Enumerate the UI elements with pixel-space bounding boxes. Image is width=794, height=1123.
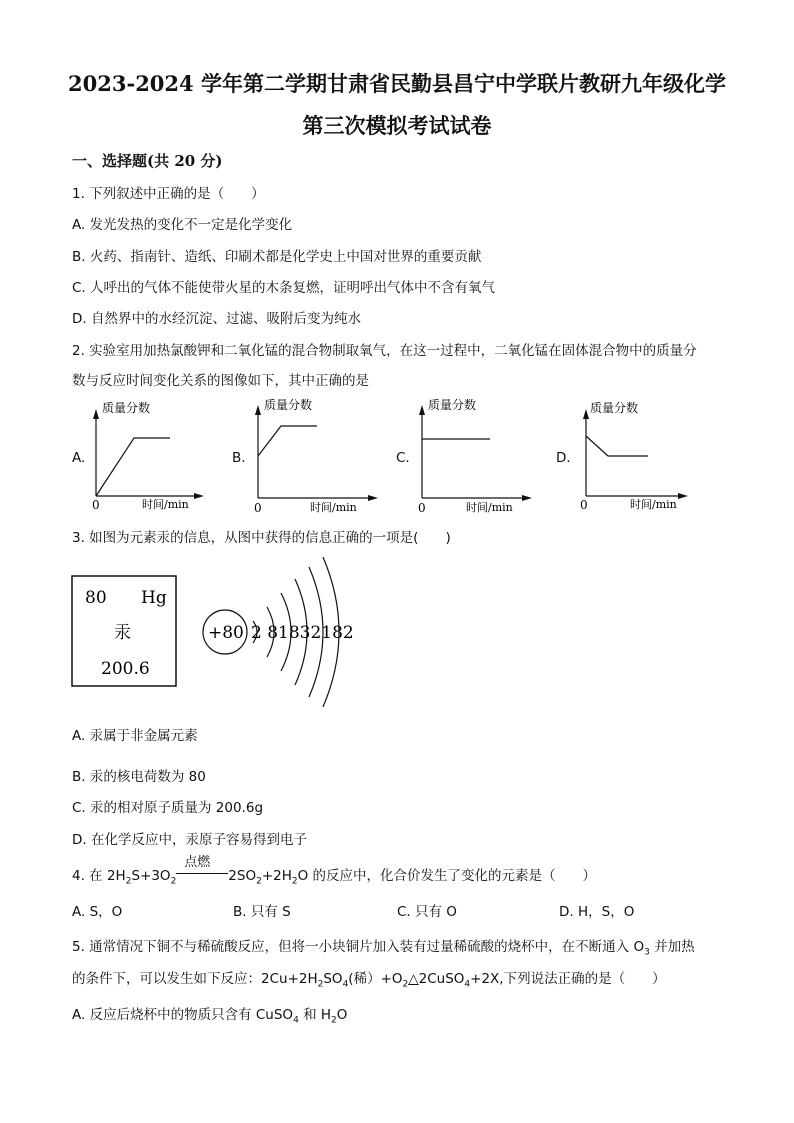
graph-b-label: B.: [232, 450, 246, 466]
q5-option-a-text: A. 反应后烧杯中的物质只含有 CuSO: [72, 1007, 294, 1023]
q4-part-5: O 的反应中，化合价发生了变化的元素是（ ）: [297, 868, 597, 884]
graph-b-x-arrow: [368, 495, 378, 501]
graph-c: [414, 395, 534, 519]
q2-stem-line2: 数与反应时间变化关系的图像如下，其中正确的是: [72, 373, 369, 389]
graph-c-xlabel: 时间/min: [466, 501, 513, 514]
q4-prefix: 4. 在 2H: [72, 868, 126, 884]
q3-option-b: B. 汞的核电荷数为 80: [72, 769, 206, 785]
graph-d-y-arrow: [583, 409, 589, 419]
q5-line2-sub-2: 4: [342, 979, 349, 990]
q1-option-c: C. 人呼出的气体不能使带火星的木条复燃，证明呼出气体中不含有氧气: [72, 280, 496, 296]
q4-option-d: D. H，S，O: [559, 904, 635, 920]
graph-a-x-arrow: [194, 493, 204, 499]
q5-line2-sub-4: 4: [464, 979, 471, 990]
atom-nucleus-charge: +80: [208, 623, 244, 643]
graph-b-origin: 0: [254, 501, 262, 515]
q4-part-2: S+3O: [131, 868, 171, 884]
graph-a-ylabel: 质量分数: [102, 401, 151, 415]
q2-stem-line1: 2. 实验室用加热氯酸钾和二氧化锰的混合物制取氧气，在这一过程中，二氧化锰在固体混合物中的质量分: [72, 343, 697, 359]
element-atomic-mass: 200.6: [101, 659, 150, 679]
q5-line2-b: SO: [323, 971, 343, 987]
graph-b-xlabel: 时间/min: [310, 501, 357, 514]
q5-line1-text: 5. 通常情况下铜不与稀硫酸反应，但将一小块铜片加入装有过量稀硫酸的烧杯中，在不断通入 O: [72, 939, 645, 955]
graph-d-ylabel: 质量分数: [590, 401, 639, 415]
reaction-line: [176, 873, 228, 874]
graph-c-y-arrow: [419, 405, 425, 415]
atom-structure-diagram: [195, 553, 365, 713]
q4-option-c: C. 只有 O: [397, 904, 457, 920]
graph-d-x-arrow: [678, 493, 688, 499]
section-heading: 一、选择题(共 20 分): [72, 152, 223, 170]
reaction-condition: 点燃: [184, 855, 211, 870]
q3-option-c: C. 汞的相对原子质量为 200.6g: [72, 800, 264, 816]
q5-stem-line2: [72, 967, 666, 990]
graph-d-curve: [586, 436, 648, 456]
q4-part-4: +2H: [261, 868, 292, 884]
graph-c-origin: 0: [418, 501, 426, 515]
q5-line2-a: 的条件下，可以发生如下反应：2Cu+2H: [72, 971, 318, 987]
element-card: [70, 574, 180, 689]
q4-stem: [72, 855, 597, 887]
q5-line2-sub-3: 2: [402, 979, 409, 990]
q4-sub-1: 2: [125, 876, 132, 887]
graph-a-y-arrow: [93, 409, 99, 419]
q4-option-a: A. S，O: [72, 904, 123, 920]
graph-a-curve: [96, 438, 170, 496]
graph-b-curve: [258, 426, 317, 456]
element-name: 汞: [114, 623, 131, 643]
q5-option-a-sub-2: 2: [331, 1015, 337, 1026]
q1-stem: 1. 下列叙述中正确的是（ ）: [72, 186, 265, 202]
reaction-arrow: [176, 855, 228, 884]
q1-option-a: A. 发光发热的变化不一定是化学变化: [72, 217, 293, 233]
graph-c-label: C.: [396, 450, 410, 466]
q3-stem: 3. 如图为元素汞的信息，从图中获得的信息正确的一项是( ): [72, 530, 451, 546]
q4-sub-4: 2: [291, 876, 298, 887]
heat-symbol: △: [408, 971, 419, 987]
graph-c-x-arrow: [522, 495, 532, 501]
q5-option-a-sub-1: 4: [293, 1015, 299, 1026]
graph-b-ylabel: 质量分数: [264, 398, 313, 412]
q5-line1-sub: 3: [644, 947, 650, 958]
graph-c-ylabel: 质量分数: [428, 398, 477, 412]
q5-option-a-mid: 和 H: [298, 1007, 332, 1023]
q1-option-d: D. 自然界中的水经沉淀、过滤、吸附后变为纯水: [72, 311, 361, 327]
graph-b-y-arrow: [255, 405, 261, 415]
q1-option-b: B. 火药、指南针、造纸、印刷术都是化学史上中国对世界的重要贡献: [72, 249, 482, 265]
q3-option-a: A. 汞属于非金属元素: [72, 728, 198, 744]
graph-a-origin: 0: [92, 498, 100, 512]
q5-stem-line1: [72, 935, 695, 958]
atom-shell-electrons: 2 81832182: [251, 623, 354, 643]
graph-b: [250, 395, 380, 519]
graph-a: [88, 397, 206, 515]
q4-sub-3: 2: [256, 876, 262, 887]
graph-d-label: D.: [556, 450, 571, 466]
q5-option-a-end: O: [336, 1007, 348, 1023]
q5-line2-d: 2CuSO: [418, 971, 465, 987]
element-atomic-number: 80: [85, 588, 107, 608]
q5-option-a: [72, 1003, 347, 1026]
element-symbol: Hg: [141, 588, 167, 608]
graph-a-xlabel: 时间/min: [142, 498, 189, 511]
q3-option-d: D. 在化学反应中，汞原子容易得到电子: [72, 832, 307, 848]
q5-line2-c: (稀）+O: [348, 971, 403, 987]
q5-line1-end: 并加热: [649, 939, 695, 955]
graph-d: [578, 397, 690, 515]
exam-title-line2: 第三次模拟考试试卷: [302, 113, 492, 138]
exam-title-line1: 2023-2024 学年第二学期甘肃省民勤县昌宁中学联片教研九年级化学: [68, 71, 726, 96]
q5-line2-sub-1: 2: [317, 979, 324, 990]
q4-option-b: B. 只有 S: [233, 904, 291, 920]
graph-d-origin: 0: [580, 498, 588, 512]
q4-sub-2: 2: [170, 876, 177, 887]
q5-line2-e: +2X,下列说法正确的是（ ）: [470, 971, 666, 987]
q4-part-3: 2SO: [228, 868, 257, 884]
graph-d-xlabel: 时间/min: [630, 498, 677, 511]
graph-a-label: A.: [72, 450, 86, 466]
